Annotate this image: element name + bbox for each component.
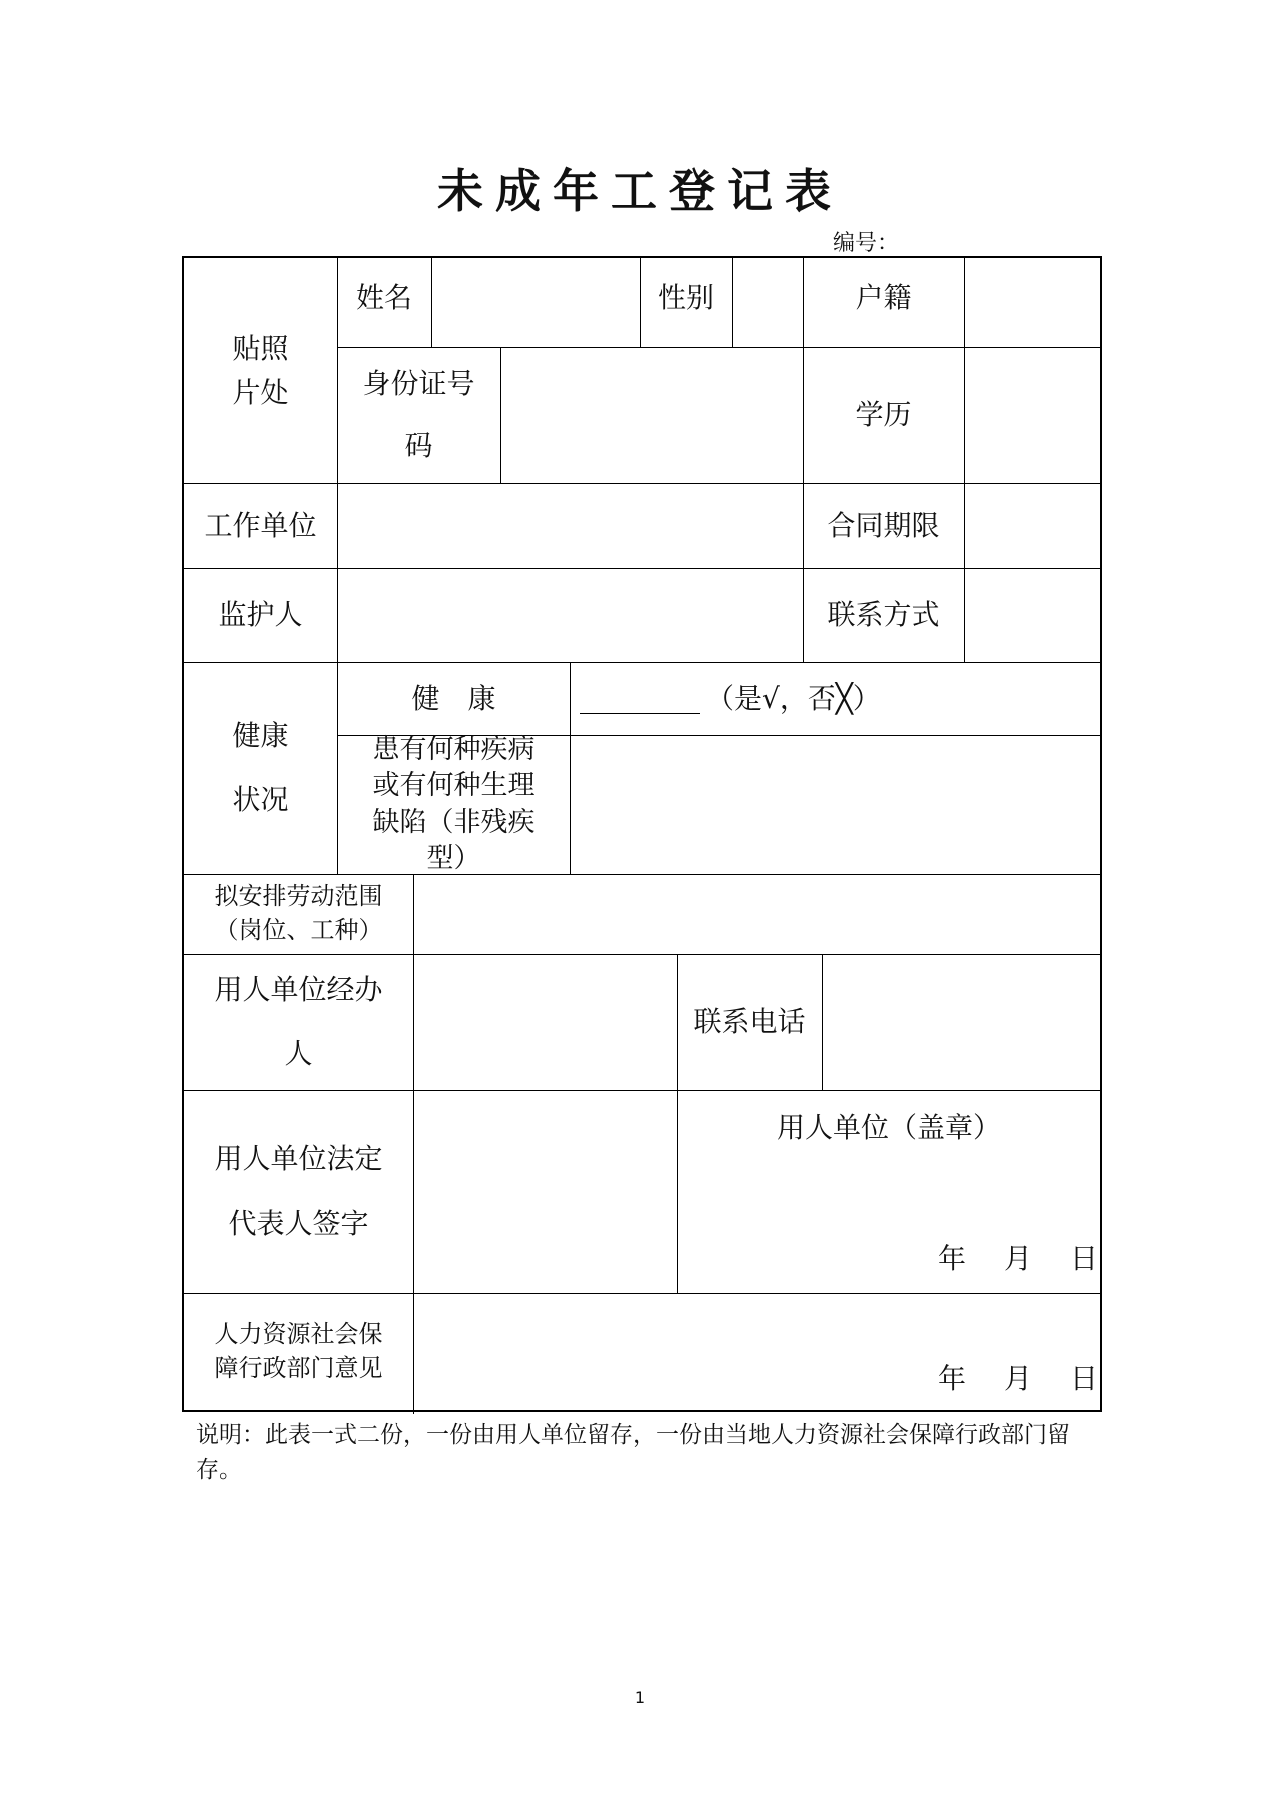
- hukou-label: 户籍: [855, 281, 912, 314]
- healthy-answer-line[interactable]: [580, 683, 700, 714]
- guardian-contact-label: 联系方式: [827, 598, 940, 632]
- name-field[interactable]: [431, 258, 640, 347]
- contract-term-field[interactable]: [964, 483, 1101, 568]
- healthy-field[interactable]: [570, 662, 1101, 735]
- seal-date[interactable]: [938, 1237, 1100, 1277]
- handler-field[interactable]: [413, 954, 677, 1090]
- page-title: 未成年工登记表: [437, 164, 843, 218]
- gender-field[interactable]: [732, 258, 803, 347]
- explanation-note: 说明：此表一式二份，一份由用人单位留存，一份由当地人力资源社会保障行政部门留存。: [196, 1422, 1070, 1483]
- hr-date-year: 年: [938, 1362, 969, 1395]
- hr-date-month: 月: [1004, 1362, 1035, 1395]
- hr-dept-opinion-label: 人力资源社会保 障行政部门意见: [214, 1320, 383, 1382]
- education-label: 学历: [855, 398, 912, 432]
- guardian-field[interactable]: [337, 568, 803, 662]
- hr-dept-date[interactable]: [938, 1357, 1100, 1397]
- hukou-field[interactable]: [964, 258, 1101, 347]
- legal-rep-signature-field[interactable]: [413, 1090, 677, 1293]
- healthy-hint: （是√，否╳）: [706, 681, 881, 715]
- name-label: 姓名: [355, 281, 412, 314]
- serial-number-label: 编号：: [833, 231, 900, 256]
- disease-field[interactable]: [570, 735, 1101, 874]
- health-status-label: 健康 状况: [232, 718, 289, 816]
- work-scope-label: 拟安排劳动范围 （岗位、工种）: [214, 882, 383, 944]
- phone-field[interactable]: [822, 954, 1101, 1090]
- seal-date-year: 年: [938, 1242, 969, 1275]
- guardian-contact-field[interactable]: [964, 568, 1101, 662]
- phone-label: 联系电话: [693, 1005, 806, 1039]
- legal-rep-label: 用人单位法定 代表人签字: [214, 1142, 383, 1240]
- employer-field[interactable]: [337, 483, 803, 568]
- page-number: 1: [634, 1688, 646, 1707]
- employer-seal-label: 用人单位（盖章）: [776, 1111, 1001, 1144]
- id-number-field[interactable]: [500, 347, 803, 483]
- gender-label: 性别: [657, 281, 714, 314]
- disease-label: 患有何种疾病 或有何种生理 缺陷（非残疾 型）: [372, 733, 535, 874]
- healthy-label: 健 康: [411, 681, 496, 715]
- seal-date-day: 日: [1070, 1242, 1101, 1275]
- employer-label: 工作单位: [204, 508, 317, 542]
- contract-term-label: 合同期限: [827, 508, 940, 542]
- id-number-label: 身份证号 码: [362, 367, 475, 462]
- work-scope-field[interactable]: [413, 874, 1101, 954]
- seal-date-month: 月: [1004, 1242, 1035, 1275]
- education-field[interactable]: [964, 347, 1101, 483]
- guardian-label: 监护人: [218, 598, 303, 632]
- hr-date-day: 日: [1070, 1362, 1101, 1395]
- handler-label: 用人单位经办 人: [214, 972, 383, 1070]
- registration-form: [182, 256, 1102, 1412]
- photo-placeholder[interactable]: 贴照 片处: [232, 332, 289, 409]
